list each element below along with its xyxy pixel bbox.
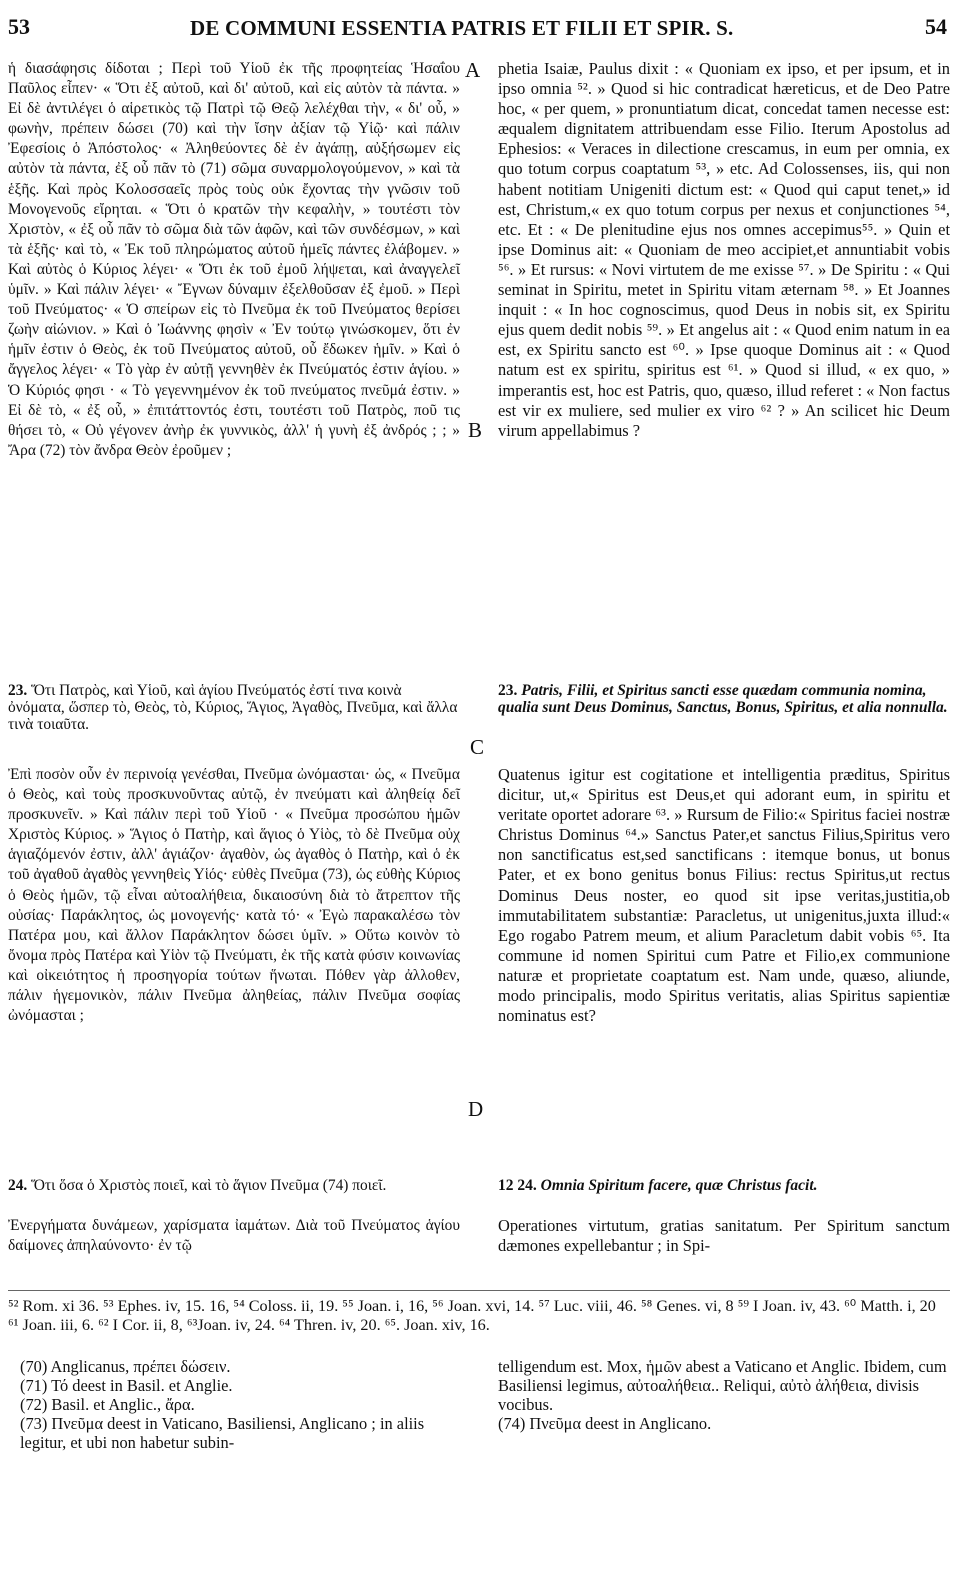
section-number: 24. — [517, 1177, 537, 1194]
latin-column-section-23 — [498, 765, 950, 1026]
section-24-heading-latin — [498, 1177, 950, 1194]
section-number: 23. — [8, 682, 28, 699]
section-number: 23. — [498, 682, 518, 699]
section-title: Ὅτι Πατρὸς, καὶ Υἱοῦ, καὶ ἁγίου Πνεύματός ἐστί τινα κοινὰ ὀνόματα, ὥσπερ τὸ, Θεὸς, τὸ, Κύριος, Ἅγιος, Ἀγαθὸς, Πνεῦμα, καὶ ἄλλα τινὰ τοιαῦτα. — [8, 682, 458, 733]
greek-column-section-24 — [8, 1216, 460, 1256]
latin-paragraph: phetia Isaiæ, Paulus dixit : « Quoniam ex ipso, et per ipsum, et in ipso omnia ⁵². » Quod si hic contradicat hæreticus, et de Deo Patre hoc, « per quem, » pronuntiatum dicat, concedat tamen necesse est: æqualem dignitatem attribuendam esse Filio. Iterum Apostolus ad Ephesios: « Veraces in dilectione crescamus, in eum per omnia, ex quo totum corpus coaptatum ⁵³, » etc. Ad Colossenses, iis, qui non habent notitiam Unigeniti dictum est: « Quod qui caput tenet,» id est, Christum,« ex quo totum corpus per nexus et conjunctiones ⁵⁴, etc. Et : « De plenitudine ejus nos omnes accepimus⁵⁵. » Quin et ipse Dominus ait: « Quoniam de meo accipiet,et annuntiabit vobis ⁵⁶. » Et rursus: « Novi virtutem de me exisse ⁵⁷. » De Spiritu : « Qui seminat in Spiritu, metet in Spiritu vitam æternam ⁵⁸. » Et Joannes inquit : « In hoc cognoscimus, quod Deus in nobis sit, ex Spiritu ejus quem dedit nobis ⁵⁹. » Et angelus ait : « Quod enim natum in ea est, ex Spiritu sancto est ⁶⁰. » Ipse quoque Dominus ait : « Quod natum est ex spiritu, spiritus est ⁶¹. » Quod si illud, « ex quo, » imperantis est, hoc est Patris, quo, quæso, illud referet : « Non factus est vir ex muliere, sed mulier ex viro ⁶² ? » An scilicet hic Deum virum appellabimus ? — [498, 59, 950, 440]
critical-note: (74) Πνεῦμα deest in Anglicano. — [498, 1414, 712, 1433]
column-marker: 12 — [498, 1177, 514, 1194]
section-title: Ὅτι ὅσα ὁ Χριστὸς ποιεῖ, καὶ τὸ ἅγιον Πνεῦμα (74) ποιεῖ. — [31, 1177, 387, 1194]
scripture-footnotes: ⁵² Rom. xi 36. ⁵³ Ephes. iv, 15. 16, ⁵⁴ Coloss. ii, 19. ⁵⁵ Joan. i, 16, ⁵⁶ Joan. xvi, 14. ⁵⁷ Luc. viii, 46. ⁵⁸ Genes. vi, 8 ⁵⁹ I Joan. iv, 43. ⁶⁰ Matth. i, 20 ⁶¹ Joan. iii, 6. ⁶² I Cor. ii, 8, ⁶³Joan. iv, 24. ⁶⁴ Thren. iv, 20. ⁶⁵. Joan. xiv, 16. — [8, 1297, 936, 1334]
running-title: DE COMMUNI ESSENTIA PATRIS ET FILII ET SPIR. S. — [190, 16, 734, 40]
page-number-right: 54 — [925, 14, 947, 39]
greek-column-section-23 — [8, 765, 460, 1026]
latin-column-top — [498, 59, 950, 441]
critical-notes-right — [498, 1357, 950, 1433]
critical-note: (73) Πνεῦμα deest in Vaticano, Basiliensi, Anglicano ; in aliis legitur, et ubi non habetur subin- — [20, 1414, 425, 1452]
section-24-heading-greek — [8, 1177, 460, 1194]
greek-paragraph: Ἐνεργήματα δυνάμεων, χαρίσματα ἰαμάτων. Διὰ τοῦ Πνεύματος ἁγίου δαίμονες ἀπηλαύνοντο· ἐν τῷ — [8, 1217, 460, 1255]
latin-paragraph: Quatenus igitur est cogitatione et intelligentia præditus, Spiritus dicitur, ut,« Spiritus est Deus,et qui adorant eum, in spiritu et veritate oportet adorare ⁶³. » Rursum de Filio:« Spiritus faciei nostræ Christus Dominus ⁶⁴.» Sanctus Pater,et sanctus Filius,Spiritus vero non sanctificatus est,sed sanctificans : itemque bonus, ut bonus Pater, et ex bono genitus bonus Filius: rectus Spiritus,ut rectus Dominus Deus noster, eo quod sit ipse veritas,justitia,ob immutabilitatem substantiæ: Paracletus, ut unigenitus,juxta illud:« Ego rogabo Patrem meum, et alium Paracletum dabit vobis ⁶⁵. Ita commune id nomen Spiritui cum Patre et Filio,ex communione naturæ et proprietate coaptatum est. Nam unde, quæso, aliunde, modo principalis, modo Spiritus veritatis, alias Spiritus sapientiæ nominatus est? — [498, 765, 950, 1026]
margin-letter-c: C — [470, 735, 485, 759]
latin-paragraph: Operationes virtutum, gratias sanitatum. Per Spiritum sanctum dæmones expellebantur ; in Spi- — [498, 1216, 950, 1256]
critical-note: telligendum est. Mox, ἡμῶν abest a Vaticano et Anglic. Ibidem, cum Basiliensi legimus, αὐτοαλήθεια.. Reliqui, αὐτὸ ἀλήθεια, divisis vocibus. — [498, 1357, 947, 1414]
section-title: Omnia Spiritum facere, quæ Christus facit. — [540, 1177, 818, 1194]
greek-column-top — [8, 59, 460, 461]
section-number: 24. — [8, 1177, 28, 1194]
section-23-heading-latin — [498, 682, 950, 716]
critical-note: (70) Anglicanus, πρέπει δώσειν. — [20, 1357, 231, 1376]
section-23-heading-greek — [8, 682, 460, 733]
greek-paragraph: ἡ διασάφησις δίδοται ; Περὶ τοῦ Υἱοῦ ἐκ τῆς προφητείας Ἡσαΐου Παῦλος εἶπεν· « Ὅτι ἐξ αὐτοῦ, καὶ δι' αὐτοῦ, καὶ εἰς αὐτὸν τὰ πάντα. » Εἰ δὲ ἀντιλέγει ὁ αἱρετικὸς τῷ Πατρὶ τῷ Θεῷ λελέχθαι τὴν, « δι' οὗ, » φωνὴν, πρέπειν δώσει (70) καὶ τὴν ἴσην ἀξίαν τῷ Υἱῷ· καὶ πάλιν Ἐφεσίοις ὁ Ἀπόστολος· « Ἀληθεύοντες δὲ ἐν ἀγάπῃ, αὐξήσωμεν εἰς αὐτὸν τὰ πάντα, ἐξ οὗ πᾶν τὸ (71) σῶμα συναρμολογούμενον, » καὶ τὰ ἑξῆς. Καὶ πρὸς Κολοσσαεῖς πρὸς τοὺς οὐκ ἔχοντας τὴν γνῶσιν τοῦ Μονογενοῦς εἴρηται. « Ὅτι ὁ κρατῶν τὴν κεφαλὴν, » τουτέστι τὸν Χριστὸν, « ἐξ οὗ πᾶν τὸ σῶμα διὰ τῶν ἁφῶν, καὶ τῶν συνδέσμων, » καὶ τὰ ἑξῆς· καὶ τὸ, « Ἐκ τοῦ πληρώματος αὐτοῦ ἡμεῖς πάντες ἐλάβομεν. » Καὶ αὐτὸς ὁ Κύριος λέγει· « Ὅτι ἐκ τοῦ ἐμοῦ λήψεται, καὶ ἀναγγελεῖ ὑμῖν. » Καὶ πάλιν λέγει· « Ἔγνων δύναμιν ἐξελθοῦσαν ἐξ ἐμοῦ. » Περὶ τοῦ Πνεύματος· « Ὁ σπείρων εἰς τὸ Πνεῦμα ἐκ τοῦ Πνεύματος θερίσει ζωὴν αἰώνιον. » Καὶ ὁ Ἰωάννης φησὶν « Ἐν τούτῳ γινώσκομεν, ὅτι ἐν ἡμῖν ἐστιν ὁ Θεὸς, ἐκ τοῦ Πνεύματος αὐτοῦ, οὗ ἔδωκεν ἡμῖν. » Καὶ ὁ ἄγγελος λέγει· « Τὸ γὰρ ἐν αὐτῇ γεννηθὲν ἐκ Πνεύματός ἐστιν ἁγίου. » Ὁ Κύριός φησι · « Τὸ γεγεννημένον ἐκ τοῦ πνεύματος πνεῦμά ἐστιν. » Εἰ δὲ τὸ, « ἐξ οὗ, » ἐπιτάττοντός ἐστι, τουτέστι τοῦ Πατρὸς, ποῦ τις θήσει τὸ, « Οὐ γέγονεν ἀνὴρ ἐκ γυννικὸς, ἀλλ' ἡ γυνὴ ἐξ ἀνδρός ; ; » Ἄρα (72) τὸν ἄνδρα Θεὸν ἐροῦμεν ; — [8, 60, 460, 459]
running-header — [8, 14, 951, 40]
margin-letter-b: B — [468, 418, 483, 442]
greek-paragraph: Ἐπὶ ποσὸν οὖν ἐν περινοίᾳ γενέσθαι, Πνεῦμα ὠνόμασται· ὡς, « Πνεῦμα ὁ Θεὸς, καὶ τοὺς προσκυνοῦντας αὐτῷ, ἐν πνεύματι καὶ ἀληθείᾳ δεῖ προσκυνεῖν. » Καὶ πάλιν περὶ τοῦ Υἱοῦ · « Πνεῦμα προσώπου ἡμῶν Χριστὸς Κύριος. » Ἅγιος ὁ Πατὴρ, καὶ ἅγιος ὁ Υἱὸς, τὸ δὲ Πνεῦμα οὐχ ἁγιαζόμενόν ἐστιν, ἀλλ' ἁγιάζον· ἀγαθὸν, ὡς ἀγαθὸς ὁ Πατὴρ, καὶ ὁ ἐκ τοῦ ἀγαθοῦ ἀγαθὸς γεννηθεὶς Υἱός· εὐθὲς Πνεῦμα (73), ὡς εὐθὴς Κύριος ὁ Θεὸς ἡμῶν, τῷ εἶναι αὐτοαλήθεια, δικαιοσύνη διὰ τὸ ἄτρεπτον τῆς οὐσίας· Παράκλητος, ὡς μονογενής· κατὰ τό· « Ἐγὼ παρακαλέσω τὸν Πατέρα μου, καὶ ἄλλον Παράκλητον δώσει ὑμῖν. » Οὕτω κοινὸν τὸ ὄνομα πρὸς Πατέρα καὶ Υἱὸν τῷ Πνεύματι, ἐκ τῆς κατὰ φύσιν κοινωνίας καὶ οἰκειότητος ἡ προσηγορία τούτων ἥνωται. Πόθεν γὰρ ἀλλοθεν, πάλιν ἡγεμονικὸν, πάλιν Πνεῦμα ἀληθείας, πάλιν Πνεῦμα σοφίας ὠνόμασται ; — [8, 766, 460, 1025]
critical-note: (71) Τό deest in Basil. et Anglie. — [20, 1376, 233, 1395]
page-number-left: 53 — [8, 14, 30, 39]
footnote-divider — [8, 1290, 950, 1291]
critical-notes-left — [20, 1357, 470, 1452]
critical-note: (72) Basil. et Anglic., ἄρα. — [20, 1395, 195, 1414]
margin-letter-d: D — [468, 1097, 484, 1121]
latin-column-section-24 — [498, 1216, 950, 1256]
section-title: Patris, Filii, et Spiritus sancti esse quædam communia nomina, qualia sunt Deus Dominus, Sanctus, Bonus, Spiritus, et alia nonnulla. — [498, 682, 948, 716]
margin-letter-a: A — [465, 58, 481, 82]
